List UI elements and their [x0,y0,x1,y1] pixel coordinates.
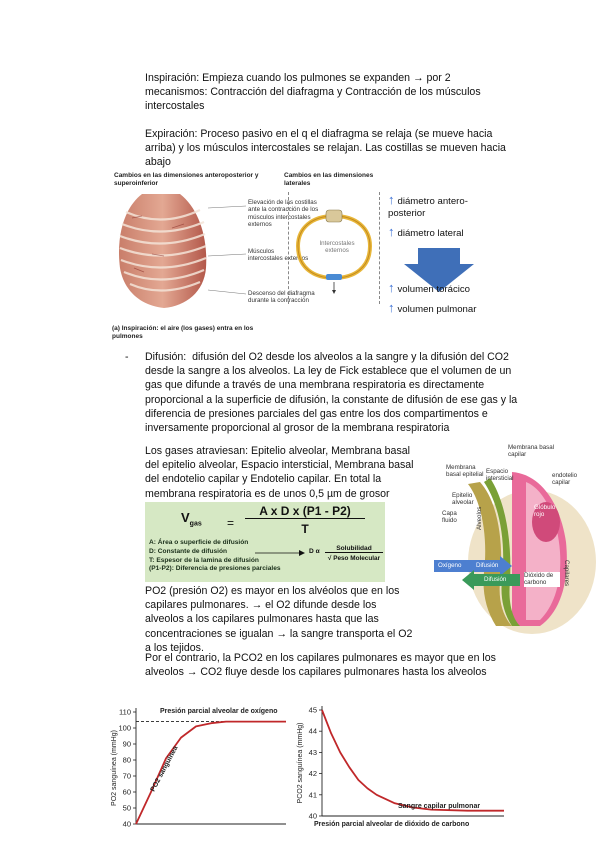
membrane-label-dioxido: Dióxido de carbono [524,572,560,587]
y-tick-label: 42 [308,769,317,779]
membrane-label-globulo: Glóbulo rojo [534,504,556,519]
formula-equals: = [227,516,235,530]
membrane-label-endotelio: endotelio capilar [552,472,578,487]
y-tick-label: 40 [122,819,131,829]
caption-inspiracion: (a) Inspiración: el aire (los gases) entra en los pulmones [112,325,254,340]
paragraph-difusion: Difusión: difusión del O2 desde los alveolos a la sangre y la difusión del CO2 desde la sangre a los alveolos. La ley de Fick establece que el volumen de un gas que difunde a través de una membrana respiratoria es directamente proporcional a la superficie de difusión, la constante de difusión de ese gas y la diferencia de presiones parciales del gas entre los dos compartimentos e inversamente proporcional al grosor de la membrana respiratoria [145,351,521,435]
formula-denominator: T [301,522,309,536]
membrane-label-capilares: Capilares [563,560,570,587]
y-axis-label: PO2 sanguínea (mmHg) [111,730,118,806]
y-axis-label: PCO2 sanguínea (mmHg) [297,722,304,804]
po2-chart [94,700,290,830]
label-elevacion: Elevación de las costillas ante la contracción de los músculos intercostales externos [248,199,319,229]
ribcage-figure [108,168,528,348]
y-tick-label: 100 [118,723,131,733]
y-tick-label: 41 [308,790,317,800]
y-tick-label: 110 [119,707,131,717]
formula-d-num: Solubilidad [325,545,383,553]
y-tick-label: 60 [122,787,131,797]
label-intercostales: Intercostales externos [319,240,355,255]
fick-formula [145,502,385,582]
paragraph-expiracion: Expiración: Proceso pasivo en el q el diafragma se relaja (se mueve hacia arriba) y los músculos intercostales se relajan. Las costillas se mueven hacia abajo [145,128,509,169]
formula-lhs: $V_{gas}$ [181,510,202,528]
item-label: diámetro lateral [397,228,464,239]
y-tick-label: 50 [122,803,131,813]
membrane-label-alveolos: Alveolos [476,506,483,530]
formula-arrow [255,550,305,556]
paragraph-po2: PO2 (presión O2) es mayor en los alvéolos que en los capilares pulmonares. → el O2 difunde desde los alveolos a los capilares pulmonares hasta que las concentraciones se igualan → la sangre transporta el O2 a los tejidos. [145,585,416,654]
paragraph-gases: Los gases atraviesan: Epitelio alveolar, Membrana basal del epitelio alveolar, Espacio intersticial, Membrana basal del endotelio capilar y Endotelio capilar. En total la membrana respiratoria es de unos 0,5 µm de grosor [145,445,417,500]
item-volumen-toracico [388,282,508,296]
item-diametro-lateral [388,226,508,240]
up-arrow-icon: ↑ [388,300,395,315]
paragraph-pco2: Por el contrario, la PCO2 en los capilares pulmonares es mayor que en los alveolos → CO2 fluye desde los capilares pulmonares hasta los alveolos [145,652,499,679]
y-tick-label: 80 [122,755,131,765]
pco2-chart [298,700,512,830]
item-diametro-ap [388,194,498,220]
item-volumen-pulmonar [388,302,508,316]
item-label: diámetro antero-posterior [388,196,468,219]
leader-lines [208,198,248,308]
y-tick-label: 44 [308,726,317,736]
y-tick-label: 43 [308,747,317,757]
up-arrow-icon: ↑ [388,224,395,239]
membrane-label-difusion-co2: Difusión [484,576,507,583]
series-line [322,710,504,811]
membrane-label-basal-capilar: Membrana basal capilar [508,444,555,459]
series-label: Sangre capilar pulmonar [398,803,481,810]
membrane-label-espacio: Espacio intersticial [486,468,514,483]
reference-label: Presión parcial alveolar de dióxido de carbono [314,821,470,828]
y-tick-label: 45 [308,705,317,715]
series-label: PO2 sanguínea [149,744,180,793]
formula-legend: A: Área o superficie de difusión D: Constante de difusión T: Espesor de la lamina de difusión (P1-P2): Diferencia de presiones parciales [149,539,281,573]
membrane-label-basal-epitelial: Membrana basal epitelial [446,464,484,479]
paragraph-inspiracion: Inspiración: Empieza cuando los pulmones se expanden → por 2 mecanismos: Contracción del diafragma y Contracción de los músculos intercostales [145,72,484,113]
bullet-dash: - [125,351,129,363]
y-tick-label: 70 [122,771,131,781]
label-musculos: Músculos intercostales externos [248,248,309,263]
formula-d-den: √ Peso Molecular [327,555,381,562]
membrane-label-epitelio: Epitelio alveolar [452,492,474,507]
up-arrow-icon: ↑ [388,192,395,207]
membrane-label-capa: Capa fluido [442,510,457,525]
caption-laterales: Cambios en las dimensiones laterales [284,172,374,187]
membrane-label-difusion-o2: Difusión [476,562,499,569]
up-arrow-icon: ↑ [388,280,395,295]
ribcage-illustration [112,188,212,313]
formula-numerator: A x D x (P1 - P2) [245,504,365,519]
y-tick-label: 40 [308,811,317,821]
caption-anteroposterior: Cambios en las dimensiones anteroposterior y superoinferior [114,172,259,187]
label-descenso: Descenso del diafragma durante la contracción [248,290,315,305]
item-label: volumen pulmonar [397,304,477,315]
formula-d-relation: D α [309,548,320,555]
y-tick-label: 90 [122,739,131,749]
reference-label: Presión parcial alveolar de oxígeno [160,708,278,715]
item-label: volumen torácico [397,284,471,295]
membrane-label-oxigeno: Oxígeno [438,562,462,569]
membrane-figure [420,442,590,632]
